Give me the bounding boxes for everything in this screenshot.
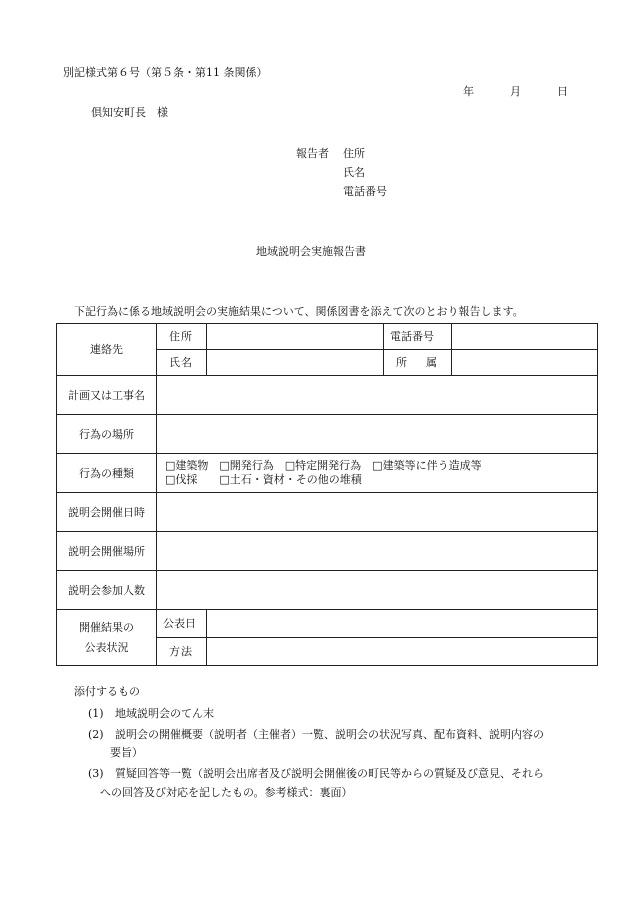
affiliation-label-char-2: 属 — [426, 356, 437, 369]
name-label-cell — [157, 350, 207, 376]
reporter-address-label: 住所 — [343, 147, 365, 160]
reporter-phone-label: 電話番号 — [343, 185, 387, 198]
meeting-datetime-label: 説明会開催日時 — [68, 505, 145, 519]
attendees-label: 説明会参加人数 — [68, 583, 145, 597]
publish-date-label-cell — [157, 610, 207, 638]
meeting-datetime-value-cell[interactable] — [157, 493, 598, 532]
reporter-label: 報告者 — [296, 147, 329, 160]
publish-date-label: 公表日 — [163, 617, 196, 630]
attachment-3-number: (3) — [88, 767, 104, 780]
attendees-value-cell[interactable] — [157, 571, 598, 610]
document-title: 地域説明会実施報告書 — [256, 245, 366, 258]
attachment-1-text: 地域説明会のてん末 — [115, 707, 214, 720]
table-row-attendees — [57, 571, 598, 610]
attachment-1-number: (1) — [88, 707, 104, 720]
attachments-heading: 添付するもの — [74, 685, 140, 698]
name-label-char-1: 氏 — [169, 356, 180, 369]
publish-date-value-cell[interactable] — [207, 610, 598, 638]
addressee: 倶知安町長 様 — [91, 106, 168, 119]
date-month-label: 月 — [510, 85, 521, 98]
action-type-options-cell — [157, 454, 598, 493]
action-type-label-cell — [57, 454, 157, 493]
project-name-value-cell[interactable] — [157, 376, 598, 415]
location-label-cell — [57, 415, 157, 454]
attachment-2-number: (2) — [88, 728, 104, 741]
meeting-datetime-label-cell — [57, 493, 157, 532]
intro-text: 下記行為に係る地域説明会の実施結果について、関係図書を添えて次のとおり報告します。 — [74, 305, 524, 318]
contact-label: 連絡先 — [90, 343, 123, 356]
meeting-place-label-cell — [57, 532, 157, 571]
location-label: 行為の場所 — [79, 427, 134, 441]
method-label-char-2: 法 — [181, 645, 192, 658]
attachment-3-text-line-2: への回答及び対応を記したもの。参考様式：裏面） — [100, 786, 353, 799]
contact-label-cell — [57, 324, 157, 376]
result-label-line-1: 開催結果の — [79, 620, 134, 634]
phone-value-cell[interactable] — [452, 324, 598, 350]
attachment-2-text-line-1: 説明会の開催概要（説明者（主催者）一覧、説明会の状況写真、配布資料、説明内容の — [115, 728, 544, 741]
name-value-cell[interactable] — [207, 350, 384, 376]
address-label-char-2: 所 — [181, 330, 192, 343]
result-publication-label-cell — [57, 610, 157, 666]
project-name-label: 計画又は工事名 — [68, 388, 145, 402]
address-value-cell[interactable] — [207, 324, 384, 350]
action-type-checkboxes-line-2[interactable]: □伐採 □土石・資材・その他の堆積 — [165, 473, 362, 486]
form-number: 別記様式第６号（第５条・第11 条関係） — [63, 66, 268, 79]
attendees-label-cell — [57, 571, 157, 610]
method-value-cell[interactable] — [207, 638, 598, 666]
name-label-char-2: 名 — [181, 356, 192, 369]
affiliation-value-cell[interactable] — [452, 350, 598, 376]
phone-label-cell — [384, 324, 452, 350]
method-label-cell — [157, 638, 207, 666]
table-row-project-name — [57, 376, 598, 415]
meeting-place-value-cell[interactable] — [157, 532, 598, 571]
method-label-char-1: 方 — [169, 645, 180, 658]
table-row-meeting-place — [57, 532, 598, 571]
action-type-checkboxes-line-1[interactable]: □建築物 □開発行為 □特定開発行為 □建築等に伴う造成等 — [165, 459, 482, 472]
meeting-place-label: 説明会開催場所 — [68, 544, 145, 558]
action-type-label: 行為の種類 — [79, 466, 134, 480]
phone-number-label: 電話番号 — [390, 330, 434, 343]
result-label-line-2: 公表状況 — [84, 640, 129, 654]
affiliation-label-char-1: 所 — [396, 356, 407, 369]
report-form-table — [56, 323, 598, 666]
address-label-cell — [157, 324, 207, 350]
reporter-name-label: 氏名 — [343, 166, 365, 179]
table-row-meeting-datetime — [57, 493, 598, 532]
attachment-2-text-line-2: 要旨） — [110, 746, 143, 759]
table-row-location — [57, 415, 598, 454]
attachment-3-text-line-1: 質疑回答等一覧（説明会出席者及び説明会開催後の町民等からの質疑及び意見、それら — [115, 767, 544, 780]
affiliation-label-cell — [384, 350, 452, 376]
table-row-address — [57, 324, 598, 350]
date-year-label: 年 — [463, 85, 474, 98]
table-row-publish-date — [57, 610, 598, 638]
table-row-action-type — [57, 454, 598, 493]
location-value-cell[interactable] — [157, 415, 598, 454]
address-label-char-1: 住 — [169, 330, 180, 343]
date-day-label: 日 — [557, 85, 568, 98]
project-name-label-cell — [57, 376, 157, 415]
